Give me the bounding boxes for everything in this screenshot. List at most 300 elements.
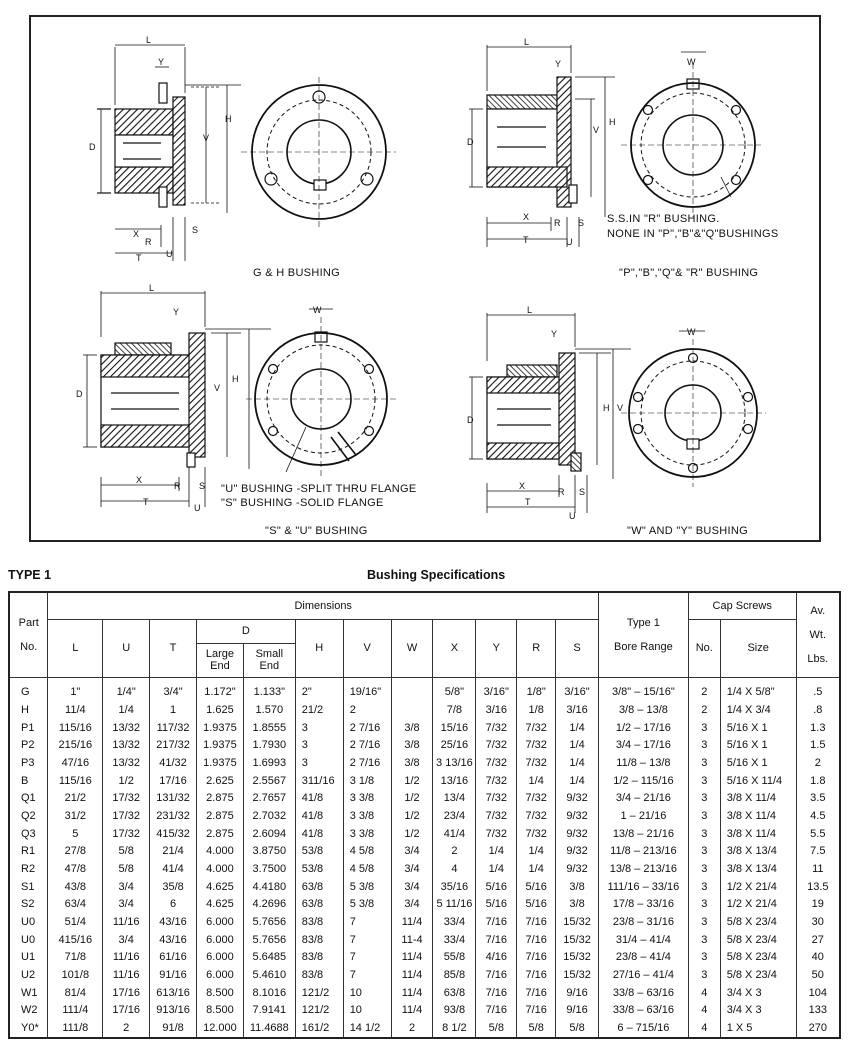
table-row <box>9 1019 840 1038</box>
cell-wt: 7.5 <box>796 842 840 860</box>
cell-U: 5/8 <box>103 842 150 860</box>
dim-S-4: S <box>579 487 586 497</box>
cell-large: 1.172" <box>196 677 243 701</box>
cell-no: 4 <box>688 984 720 1002</box>
cell-L: 31/2 <box>48 807 103 825</box>
dim-X-3: X <box>136 475 143 485</box>
cell-small: 1.6993 <box>243 754 295 772</box>
cell-V: 3 3/8 <box>343 790 391 808</box>
table-row <box>9 737 840 755</box>
dim-S-3: S <box>199 481 206 491</box>
cell-R: 7/32 <box>517 825 556 843</box>
cell-U: 3/4 <box>103 931 150 949</box>
cell-part: Y0* <box>9 1019 48 1038</box>
cell-H: 41/8 <box>295 807 343 825</box>
table-row <box>9 754 840 772</box>
cell-large: 6.000 <box>196 948 243 966</box>
cell-no: 4 <box>688 1001 720 1019</box>
cell-U: 17/16 <box>103 984 150 1002</box>
cell-large: 2.875 <box>196 807 243 825</box>
cell-size: 5/16 X 11/4 <box>720 772 796 790</box>
cell-size: 5/16 X 1 <box>720 754 796 772</box>
cell-S: 15/32 <box>556 966 599 984</box>
cell-part: W2 <box>9 1001 48 1019</box>
cell-bore: 27/16 – 41/4 <box>598 966 688 984</box>
cell-large: 6.000 <box>196 966 243 984</box>
cell-no: 3 <box>688 913 720 931</box>
cell-wt: 50 <box>796 966 840 984</box>
cell-no: 3 <box>688 895 720 913</box>
cell-small: 8.1016 <box>243 984 295 1002</box>
cell-X: 8 1/2 <box>433 1019 476 1038</box>
cell-L: 101/8 <box>48 966 103 984</box>
cell-T: 6 <box>150 895 197 913</box>
dim-H: H <box>225 114 232 124</box>
cell-large: 4.000 <box>196 842 243 860</box>
cell-H: 41/8 <box>295 825 343 843</box>
cell-V: 7 <box>343 913 391 931</box>
cell-no: 2 <box>688 701 720 719</box>
cell-W: 11-4 <box>391 931 433 949</box>
cell-R: 7/16 <box>517 966 556 984</box>
cell-size: 3/8 X 11/4 <box>720 790 796 808</box>
table-row <box>9 807 840 825</box>
cell-size: 1/4 X 3/4 <box>720 701 796 719</box>
cell-S: 9/32 <box>556 860 599 878</box>
cell-X: 13/16 <box>433 772 476 790</box>
type-label: TYPE 1 <box>8 568 52 582</box>
dim-H-3: H <box>232 374 239 384</box>
dim-S-2: S <box>578 218 585 228</box>
cell-wt: 1.3 <box>796 719 840 737</box>
cell-H: 2" <box>295 677 343 701</box>
cell-L: 43/8 <box>48 878 103 896</box>
cell-T: 1 <box>150 701 197 719</box>
header-large-end: Large End <box>196 643 243 677</box>
cell-small: 1.570 <box>243 701 295 719</box>
cell-X: 63/8 <box>433 984 476 1002</box>
cell-L: 115/16 <box>48 772 103 790</box>
cell-no: 2 <box>688 677 720 701</box>
cell-R: 7/16 <box>517 984 556 1002</box>
cell-no: 3 <box>688 772 720 790</box>
header-T: T <box>150 619 197 677</box>
cell-bore: 31/4 – 41/4 <box>598 931 688 949</box>
header-U: U <box>103 619 150 677</box>
cell-Y: 7/16 <box>476 1001 517 1019</box>
cell-no: 3 <box>688 719 720 737</box>
cell-T: 91/8 <box>150 1019 197 1038</box>
cell-part: Q1 <box>9 790 48 808</box>
cell-V: 3 3/8 <box>343 825 391 843</box>
cell-H: 41/8 <box>295 790 343 808</box>
cell-W: 11/4 <box>391 966 433 984</box>
note-ss-none: NONE IN "P","B"&"Q"BUSHINGS <box>607 228 779 240</box>
cell-T: 35/8 <box>150 878 197 896</box>
cell-bore: 111/16 – 33/16 <box>598 878 688 896</box>
cell-R: 1/4 <box>517 860 556 878</box>
cell-T: 41/32 <box>150 754 197 772</box>
cell-X: 13/4 <box>433 790 476 808</box>
cell-Y: 4/16 <box>476 948 517 966</box>
cell-wt: 133 <box>796 1001 840 1019</box>
cell-R: 5/16 <box>517 878 556 896</box>
cell-V: 4 5/8 <box>343 860 391 878</box>
cell-R: 5/8 <box>517 1019 556 1038</box>
cell-size: 5/8 X 23/4 <box>720 966 796 984</box>
table-row <box>9 677 840 701</box>
cell-large: 1.9375 <box>196 719 243 737</box>
dim-W-2: W <box>687 57 696 67</box>
cell-large: 6.000 <box>196 913 243 931</box>
cell-size: 5/8 X 23/4 <box>720 931 796 949</box>
header-weight: Av. Wt. Lbs. <box>796 592 840 677</box>
dim-V-4: V <box>617 403 624 413</box>
cell-V: 7 <box>343 931 391 949</box>
bushing-drawings-svg <box>31 17 823 544</box>
cell-R: 7/16 <box>517 931 556 949</box>
table-row <box>9 895 840 913</box>
cell-T: 231/32 <box>150 807 197 825</box>
cell-L: 63/4 <box>48 895 103 913</box>
cell-U: 3/4 <box>103 878 150 896</box>
cell-bore: 11/8 – 213/16 <box>598 842 688 860</box>
cell-no: 3 <box>688 878 720 896</box>
cell-Y: 3/16 <box>476 701 517 719</box>
cell-Y: 7/16 <box>476 931 517 949</box>
cell-no: 3 <box>688 948 720 966</box>
cell-wt: .8 <box>796 701 840 719</box>
cell-bore: 23/8 – 41/4 <box>598 948 688 966</box>
cell-wt: 11 <box>796 860 840 878</box>
cell-X: 15/16 <box>433 719 476 737</box>
cell-S: 9/32 <box>556 790 599 808</box>
cell-T: 415/32 <box>150 825 197 843</box>
cell-part: P3 <box>9 754 48 772</box>
cell-size: 1/2 X 21/4 <box>720 878 796 896</box>
cell-S: 3/8 <box>556 878 599 896</box>
cell-W: 3/8 <box>391 754 433 772</box>
caption-su-bushing: "S" & "U" BUSHING <box>265 525 368 537</box>
dim-X-4: X <box>519 481 526 491</box>
cell-L: 111/4 <box>48 1001 103 1019</box>
dim-X: X <box>133 229 140 239</box>
cell-L: 215/16 <box>48 737 103 755</box>
dim-U-3: U <box>194 503 201 513</box>
cell-wt: 3.5 <box>796 790 840 808</box>
cell-part: U0 <box>9 931 48 949</box>
cell-wt: 30 <box>796 913 840 931</box>
cell-W: 3/4 <box>391 895 433 913</box>
su-front-view <box>246 309 396 477</box>
cell-small: 4.2696 <box>243 895 295 913</box>
dim-U: U <box>166 249 173 259</box>
table-row <box>9 931 840 949</box>
cell-Y: 5/8 <box>476 1019 517 1038</box>
cell-Y: 1/4 <box>476 842 517 860</box>
cell-wt: 5.5 <box>796 825 840 843</box>
cell-H: 3 <box>295 737 343 755</box>
cell-H: 83/8 <box>295 931 343 949</box>
cell-S: 1/4 <box>556 772 599 790</box>
note-ss-r-bushing: S.S.IN "R" BUSHING. <box>607 213 720 225</box>
dim-R-4: R <box>558 487 565 497</box>
cell-T: 43/16 <box>150 931 197 949</box>
cell-V: 7 <box>343 966 391 984</box>
cell-T: 21/4 <box>150 842 197 860</box>
table-row <box>9 913 840 931</box>
cell-bore: 13/8 – 21/16 <box>598 825 688 843</box>
cell-Y: 7/32 <box>476 754 517 772</box>
cell-S: 1/4 <box>556 719 599 737</box>
cell-U: 13/32 <box>103 719 150 737</box>
cell-L: 47/16 <box>48 754 103 772</box>
cell-W: 3/8 <box>391 737 433 755</box>
cell-U: 13/32 <box>103 737 150 755</box>
cell-large: 8.500 <box>196 1001 243 1019</box>
dim-D-2: D <box>467 137 474 147</box>
cell-V: 7 <box>343 948 391 966</box>
cell-wt: 270 <box>796 1019 840 1038</box>
cell-Y: 5/16 <box>476 895 517 913</box>
cell-V: 3 3/8 <box>343 807 391 825</box>
cell-W: 3/4 <box>391 878 433 896</box>
spec-table-body <box>9 677 840 1038</box>
dim-Y-2: Y <box>555 59 562 69</box>
cell-H: 21/2 <box>295 701 343 719</box>
cell-W: 1/2 <box>391 772 433 790</box>
table-row <box>9 860 840 878</box>
header-cap-no: No. <box>688 619 720 677</box>
cell-Y: 7/32 <box>476 772 517 790</box>
cell-V: 14 1/2 <box>343 1019 391 1038</box>
cell-part: R2 <box>9 860 48 878</box>
cell-R: 7/32 <box>517 737 556 755</box>
cell-W: 11/4 <box>391 1001 433 1019</box>
cell-wt: 4.5 <box>796 807 840 825</box>
cell-part: R1 <box>9 842 48 860</box>
cell-large: 8.500 <box>196 984 243 1002</box>
cell-L: 27/8 <box>48 842 103 860</box>
cell-V: 5 3/8 <box>343 878 391 896</box>
dim-L-4: L <box>527 305 533 315</box>
cell-no: 3 <box>688 931 720 949</box>
cell-small: 3.7500 <box>243 860 295 878</box>
header-Y: Y <box>476 619 517 677</box>
cell-part: B <box>9 772 48 790</box>
cell-W: 3/8 <box>391 719 433 737</box>
wy-side-view <box>469 313 631 513</box>
cell-X: 5 11/16 <box>433 895 476 913</box>
cell-part: P2 <box>9 737 48 755</box>
cell-size: 5/16 X 1 <box>720 737 796 755</box>
cell-wt: 2 <box>796 754 840 772</box>
cell-R: 7/32 <box>517 754 556 772</box>
cell-X: 2 <box>433 842 476 860</box>
gh-side-view <box>97 45 241 261</box>
cell-U: 1/4" <box>103 677 150 701</box>
cell-large: 6.000 <box>196 931 243 949</box>
cell-R: 1/4 <box>517 772 556 790</box>
spec-title: Bushing Specifications <box>367 568 506 582</box>
cell-large: 4.000 <box>196 860 243 878</box>
dim-T: T <box>136 253 142 263</box>
cell-X: 35/16 <box>433 878 476 896</box>
dim-Y: Y <box>158 57 165 67</box>
header-H: H <box>295 619 343 677</box>
cell-T: 131/32 <box>150 790 197 808</box>
cell-S: 9/32 <box>556 807 599 825</box>
cell-X: 4 <box>433 860 476 878</box>
cell-R: 7/32 <box>517 807 556 825</box>
cell-bore: 3/8" – 15/16" <box>598 677 688 701</box>
cell-bore: 1/2 – 115/16 <box>598 772 688 790</box>
cell-L: 81/4 <box>48 984 103 1002</box>
cell-small: 2.6094 <box>243 825 295 843</box>
cell-size: 5/8 X 23/4 <box>720 948 796 966</box>
cell-S: 9/32 <box>556 825 599 843</box>
dim-D-3: D <box>76 389 83 399</box>
cell-W: 11/4 <box>391 984 433 1002</box>
dimension-letters <box>76 35 696 521</box>
cell-size: 3/4 X 3 <box>720 984 796 1002</box>
dim-X-2: X <box>523 212 530 222</box>
note-s-bushing: "S" BUSHING -SOLID FLANGE <box>221 497 384 509</box>
cell-S: 9/16 <box>556 1001 599 1019</box>
cell-S: 15/32 <box>556 948 599 966</box>
cell-no: 3 <box>688 754 720 772</box>
cell-U: 11/16 <box>103 913 150 931</box>
table-row <box>9 966 840 984</box>
cell-part: G <box>9 677 48 701</box>
cell-large: 1.9375 <box>196 737 243 755</box>
cell-bore: 23/8 – 31/16 <box>598 913 688 931</box>
cell-small: 1.8555 <box>243 719 295 737</box>
dim-T-2: T <box>523 235 529 245</box>
cell-large: 2.875 <box>196 825 243 843</box>
cell-T: 17/16 <box>150 772 197 790</box>
cell-L: 415/16 <box>48 931 103 949</box>
cell-part: U0 <box>9 913 48 931</box>
dim-H-4: H <box>603 403 610 413</box>
caption-gh-bushing: G & H BUSHING <box>253 267 341 279</box>
header-R: R <box>517 619 556 677</box>
cell-H: 53/8 <box>295 842 343 860</box>
cell-bore: 33/8 – 63/16 <box>598 984 688 1002</box>
cell-bore: 33/8 – 63/16 <box>598 1001 688 1019</box>
cell-Y: 7/32 <box>476 790 517 808</box>
dim-T-3: T <box>143 497 149 507</box>
header-S: S <box>556 619 599 677</box>
cell-U: 17/32 <box>103 825 150 843</box>
cell-Y: 7/16 <box>476 913 517 931</box>
cell-R: 7/16 <box>517 913 556 931</box>
dim-D-4: D <box>467 415 474 425</box>
cell-Y: 1/4 <box>476 860 517 878</box>
caption-pbqr-bushing: "P","B","Q"& "R" BUSHING <box>619 267 759 279</box>
cell-H: 3 <box>295 719 343 737</box>
header-small-end: Small End <box>243 643 295 677</box>
cell-large: 1.9375 <box>196 754 243 772</box>
note-u-bushing: "U" BUSHING -SPLIT THRU FLANGE <box>221 483 417 495</box>
table-row <box>9 984 840 1002</box>
cell-X: 25/16 <box>433 737 476 755</box>
cell-U: 5/8 <box>103 860 150 878</box>
cell-bore: 3/4 – 17/16 <box>598 737 688 755</box>
cell-S: 5/8 <box>556 1019 599 1038</box>
table-row <box>9 842 840 860</box>
cell-large: 4.625 <box>196 895 243 913</box>
cell-Y: 7/32 <box>476 807 517 825</box>
cell-no: 3 <box>688 860 720 878</box>
cell-small: 5.4610 <box>243 966 295 984</box>
cell-part: Q2 <box>9 807 48 825</box>
cell-V: 2 7/16 <box>343 737 391 755</box>
cell-no: 3 <box>688 737 720 755</box>
dim-H-2: H <box>609 117 616 127</box>
cell-small: 5.7656 <box>243 931 295 949</box>
cell-L: 71/8 <box>48 948 103 966</box>
cell-V: 2 7/16 <box>343 754 391 772</box>
cell-R: 5/16 <box>517 895 556 913</box>
cell-size: 1/2 X 21/4 <box>720 895 796 913</box>
cell-small: 2.7657 <box>243 790 295 808</box>
bushing-drawings-panel <box>29 15 821 542</box>
cell-part: Q3 <box>9 825 48 843</box>
header-bore-range: Type 1 Bore Range <box>598 592 688 677</box>
cell-W <box>391 677 433 701</box>
cell-X: 23/4 <box>433 807 476 825</box>
cell-U: 13/32 <box>103 754 150 772</box>
cell-Y: 7/32 <box>476 737 517 755</box>
cell-U: 11/16 <box>103 966 150 984</box>
cell-wt: 1.5 <box>796 737 840 755</box>
cell-V: 2 <box>343 701 391 719</box>
cell-U: 17/16 <box>103 1001 150 1019</box>
cell-T: 41/4 <box>150 860 197 878</box>
cell-bore: 1/2 – 17/16 <box>598 719 688 737</box>
cell-X: 33/4 <box>433 913 476 931</box>
cell-W: 1/2 <box>391 790 433 808</box>
cell-W: 1/2 <box>391 807 433 825</box>
cell-wt: 13.5 <box>796 878 840 896</box>
cell-size: 3/8 X 13/4 <box>720 842 796 860</box>
dim-W-3: W <box>313 305 322 315</box>
cell-W: 11/4 <box>391 913 433 931</box>
table-row <box>9 790 840 808</box>
cell-wt: 27 <box>796 931 840 949</box>
header-W: W <box>391 619 433 677</box>
cell-Y: 7/16 <box>476 984 517 1002</box>
dim-U-4: U <box>569 511 576 521</box>
cell-T: 91/16 <box>150 966 197 984</box>
cell-R: 1/8" <box>517 677 556 701</box>
cell-small: 3.8750 <box>243 842 295 860</box>
cell-S: 3/16" <box>556 677 599 701</box>
cell-S: 1/4 <box>556 737 599 755</box>
cell-bore: 6 – 715/16 <box>598 1019 688 1038</box>
cell-W: 11/4 <box>391 948 433 966</box>
cell-W: 3/4 <box>391 860 433 878</box>
cell-V: 3 1/8 <box>343 772 391 790</box>
cell-L: 115/16 <box>48 719 103 737</box>
cell-Y: 5/16 <box>476 878 517 896</box>
dim-R-2: R <box>554 218 561 228</box>
cell-T: 217/32 <box>150 737 197 755</box>
cell-T: 43/16 <box>150 913 197 931</box>
wy-front-view <box>621 331 766 487</box>
cell-size: 5/8 X 23/4 <box>720 913 796 931</box>
